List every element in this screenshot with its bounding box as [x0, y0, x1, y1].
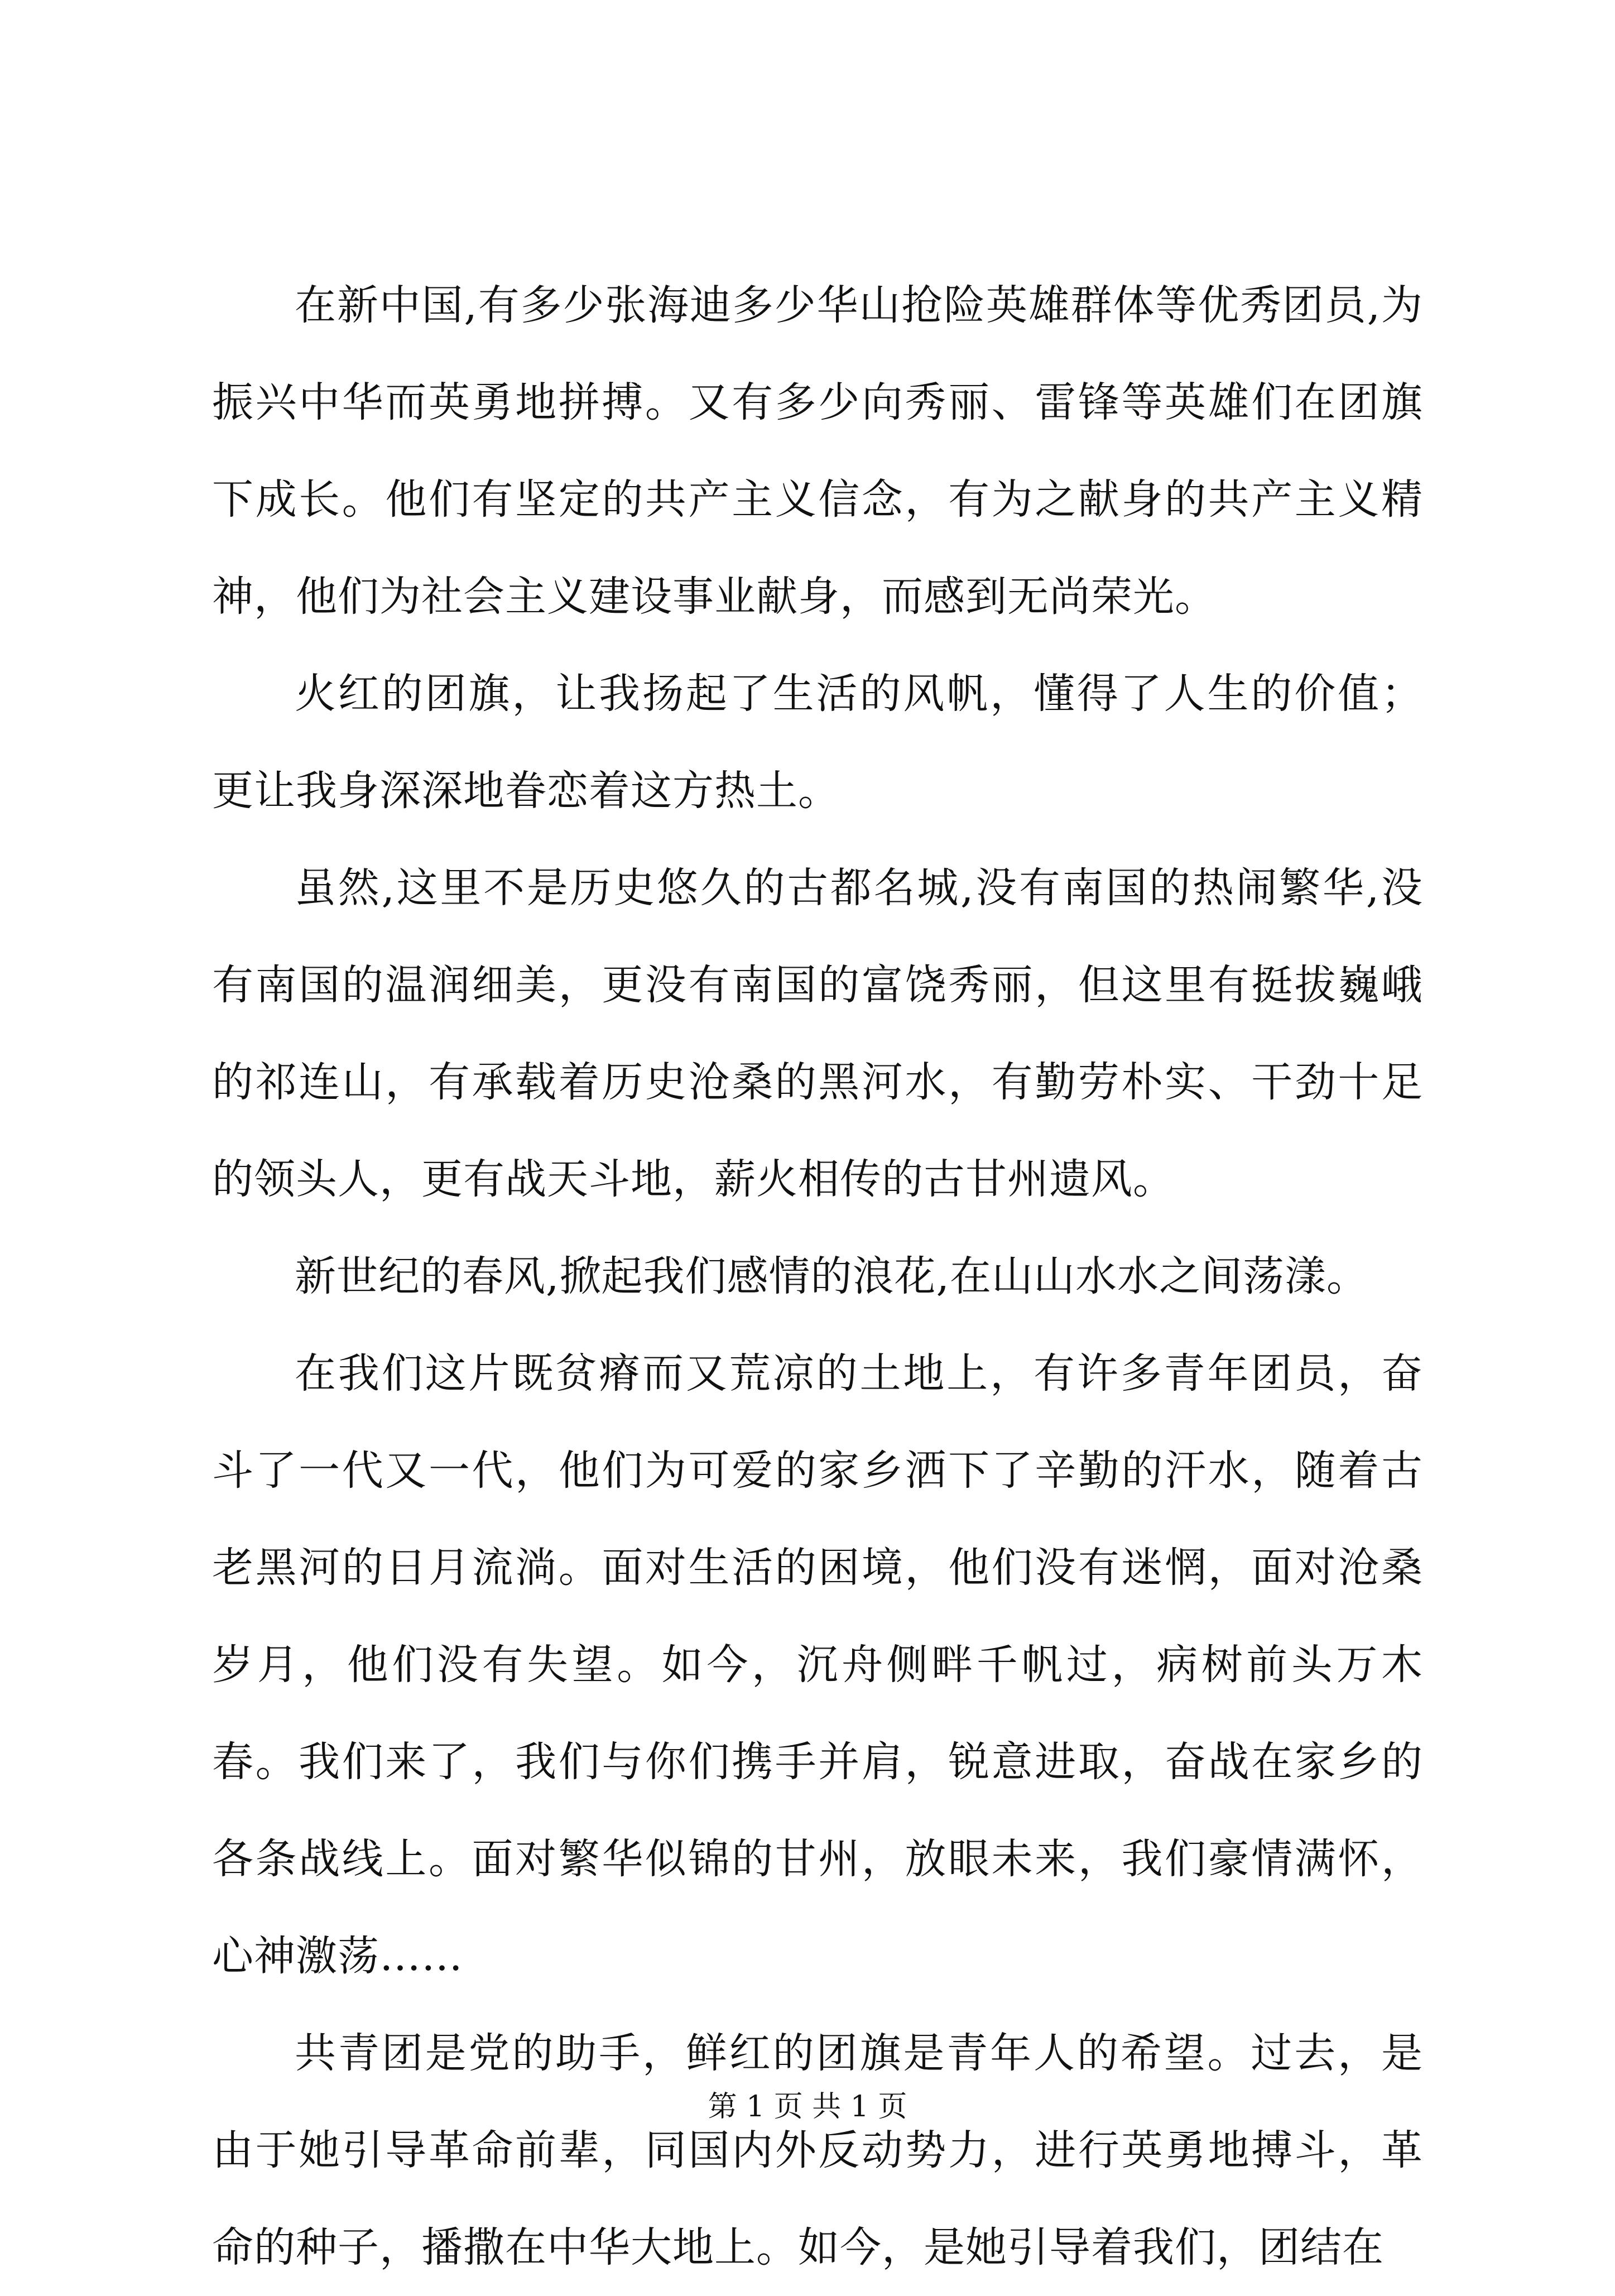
- paragraph: 在我们这片既贫瘠而又荒凉的土地上，有许多青年团员，奋斗了一代又一代，他们为可爱的家乡洒下了辛勤的汗水，随着古老黑河的日月流淌。面对生活的困境，他们没有迷惘，面对沧桑岁月，他们没有失望。如今，沉舟侧畔千帆过，病树前头万木春。我们来了，我们与你们携手并肩，锐意进取，奋战在家乡的各条战线上。面对繁华似锦的甘州，放眼未来，我们豪情满怀，心神激荡……: [212, 1349, 1423, 1980]
- paragraph: 在新中国,有多少张海迪多少华山抢险英雄群体等优秀团员,为振兴中华而英勇地拼搏。又有多少向秀丽、雷锋等英雄们在团旗下成长。他们有坚定的共产主义信念，有为之献身的共产主义精神，他们为社会主义建设事业献身，而感到无尚荣光。: [212, 281, 1423, 621]
- page-number-label: 第 1 页 共 1 页: [708, 2090, 907, 2124]
- paragraph: 虽然,这里不是历史悠久的古都名城,没有南国的热闹繁华,没有南国的温润细美，更没有南国的富饶秀丽，但这里有挺拔巍峨的祁连山，有承载着历史沧桑的黑河水，有勤劳朴实、干劲十足的领头人，更有战天斗地，薪火相传的古甘州遗风。: [212, 864, 1423, 1203]
- page-footer: [0, 2087, 1615, 2126]
- paragraph: 新世纪的春风,掀起我们感情的浪花,在山山水水之间荡漾。: [295, 1252, 1369, 1300]
- paragraph: 共青团是党的助手，鲜红的团旗是青年人的希望。过去，是由于她引导革命前辈，同国内外反动势力，进行英勇地搏斗，革命的种子，播撒在中华大地上。如今，是她引导着我们，团结在: [212, 2029, 1423, 2271]
- paragraph: 火红的团旗，让我扬起了生活的风帆，懂得了人生的价值；更让我身深深地眷恋着这方热土。: [212, 670, 1423, 815]
- body-text: [212, 257, 1423, 2296]
